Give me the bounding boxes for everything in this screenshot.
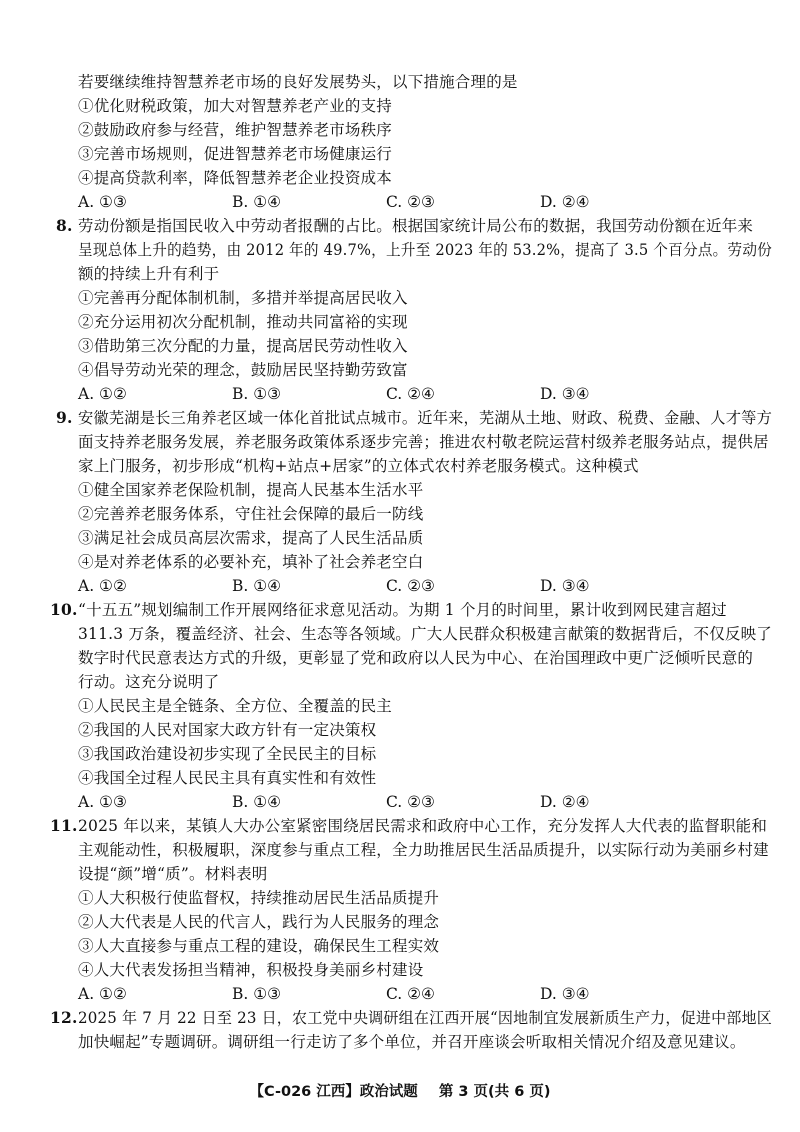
q11-stem-3: 设提“颜”增“质”。材料表明: [78, 865, 268, 883]
page-footer: [0, 1080, 800, 1101]
q12-stem-2: 加快崛起”专题调研。调研组一行走访了多个单位，并召开座谈会听取相关情况介绍及意见建议。: [78, 1033, 746, 1051]
q12-number: 12.: [50, 1008, 78, 1027]
q8-option-c: C. ②④: [386, 385, 435, 403]
q10-item-4: ④我国全过程人民民主具有真实性和有效性: [78, 769, 377, 787]
q9-item-3: ③满足社会成员高层次需求，提高了人民生活品质: [78, 529, 424, 547]
q9-item-4: ④是对养老体系的必要补充，填补了社会养老空白: [78, 553, 424, 571]
q10-stem-2: 311.3 万条，覆盖经济、社会、生态等各领域。广大人民群众积极建言献策的数据背后，不仅反映了: [78, 625, 773, 643]
q10-item-3: ③我国政治建设初步实现了全民民主的目标: [78, 745, 377, 763]
q7-option-a: A. ①③: [78, 193, 127, 211]
q9-option-c: C. ②③: [386, 577, 435, 595]
q11-item-4: ④人大代表发扬担当精神，积极投身美丽乡村建设: [78, 961, 424, 979]
q7-item-1: ①优化财税政策，加大对智慧养老产业的支持: [78, 97, 393, 115]
q8-option-a: A. ①②: [78, 385, 127, 403]
q7-item-4: ④提高贷款利率，降低智慧养老企业投资成本: [78, 169, 393, 187]
q11-stem-2: 主观能动性，积极履职，深度参与重点工程，全力助推居民生活品质提升，以实际行动为美丽乡村建: [78, 841, 769, 859]
q7-option-d: D. ②④: [540, 193, 590, 211]
q7-option-b: B. ①④: [232, 193, 282, 211]
q9-item-1: ①健全国家养老保险机制，提高人民基本生活水平: [78, 481, 424, 499]
q11-option-b: B. ①③: [232, 985, 282, 1003]
q9-option-b: B. ①④: [232, 577, 282, 595]
q11-option-d: D. ③④: [540, 985, 590, 1003]
q10-item-2: ②我国的人民对国家大政方针有一定决策权: [78, 721, 377, 739]
q8-item-1: ①完善再分配体制机制，多措并举提高居民收入: [78, 289, 408, 307]
q10-option-d: D. ②④: [540, 793, 590, 811]
q7-stem-tail: 若要继续维持智慧养老市场的良好发展势头，以下措施合理的是: [78, 73, 518, 91]
q9-stem-3: 家上门服务，初步形成“机构+站点+居家”的立体式农村养老服务模式。这种模式: [78, 457, 639, 475]
q8-number: 8.: [56, 216, 73, 235]
q12-stem-1: 2025 年 7 月 22 日至 23 日，农工党中央调研组在江西开展“因地制宜发展新质生产力，促进中部地区: [78, 1009, 773, 1027]
q8-option-b: B. ①③: [232, 385, 282, 403]
exam-code: 【C-026 江西】政治试题: [249, 1084, 418, 1100]
q8-item-2: ②充分运用初次分配机制，推动共同富裕的实现: [78, 313, 408, 331]
q8-option-d: D. ③④: [540, 385, 590, 403]
q9-option-d: D. ③④: [540, 577, 590, 595]
q11-option-c: C. ②④: [386, 985, 435, 1003]
q8-stem-1: 劳动份额是指国民收入中劳动者报酬的占比。根据国家统计局公布的数据，我国劳动份额在近年来: [78, 217, 754, 235]
q10-stem-1: “十五五”规划编制工作开展网络征求意见活动。为期 1 个月的时间里，累计收到网民建言超过: [78, 601, 727, 619]
q10-stem-3: 数字时代民意表达方式的升级，更彰显了党和政府以人民为中心、在治国理政中更广泛倾听民意的: [78, 649, 754, 667]
q10-option-b: B. ①④: [232, 793, 282, 811]
q10-stem-4: 行动。这充分说明了: [78, 673, 220, 691]
q10-number: 10.: [50, 600, 78, 619]
q9-item-2: ②完善养老服务体系，守住社会保障的最后一防线: [78, 505, 424, 523]
q9-stem-2: 面支持养老服务发展，养老服务政策体系逐步完善；推进农村敬老院运营村级养老服务站点，提供居: [78, 433, 769, 451]
q11-item-2: ②人大代表是人民的代言人，践行为人民服务的理念: [78, 913, 440, 931]
q11-option-a: A. ①②: [78, 985, 127, 1003]
q10-option-c: C. ②③: [386, 793, 435, 811]
q11-item-3: ③人大直接参与重点工程的建设，确保民生工程实效: [78, 937, 440, 955]
q11-number: 11.: [50, 816, 78, 835]
q8-stem-2: 呈现总体上升的趋势，由 2012 年的 49.7%，上升至 2023 年的 53.2%，提高了 3.5 个百分点。劳动份: [78, 241, 773, 259]
q7-option-c: C. ②③: [386, 193, 435, 211]
q8-item-3: ③借助第三次分配的力量，提高居民劳动性收入: [78, 337, 408, 355]
q8-stem-3: 额的持续上升有利于: [78, 265, 220, 283]
q9-number: 9.: [56, 408, 73, 427]
q9-option-a: A. ①②: [78, 577, 127, 595]
q7-item-2: ②鼓励政府参与经营，维护智慧养老市场秩序: [78, 121, 393, 139]
q8-item-4: ④倡导劳动光荣的理念，鼓励居民坚持勤劳致富: [78, 361, 408, 379]
q9-stem-1: 安徽芜湖是长三角养老区域一体化首批试点城市。近年来，芜湖从土地、财政、税费、金融、人才等方: [78, 409, 773, 427]
page-number: 第 3 页(共 6 页): [438, 1084, 551, 1100]
q11-stem-1: 2025 年以来，某镇人大办公室紧密围绕居民需求和政府中心工作，充分发挥人大代表的监督职能和: [78, 817, 768, 835]
q10-item-1: ①人民民主是全链条、全方位、全覆盖的民主: [78, 697, 393, 715]
q11-item-1: ①人大积极行使监督权，持续推动居民生活品质提升: [78, 889, 440, 907]
q10-option-a: A. ①③: [78, 793, 127, 811]
q7-item-3: ③完善市场规则，促进智慧养老市场健康运行: [78, 145, 393, 163]
